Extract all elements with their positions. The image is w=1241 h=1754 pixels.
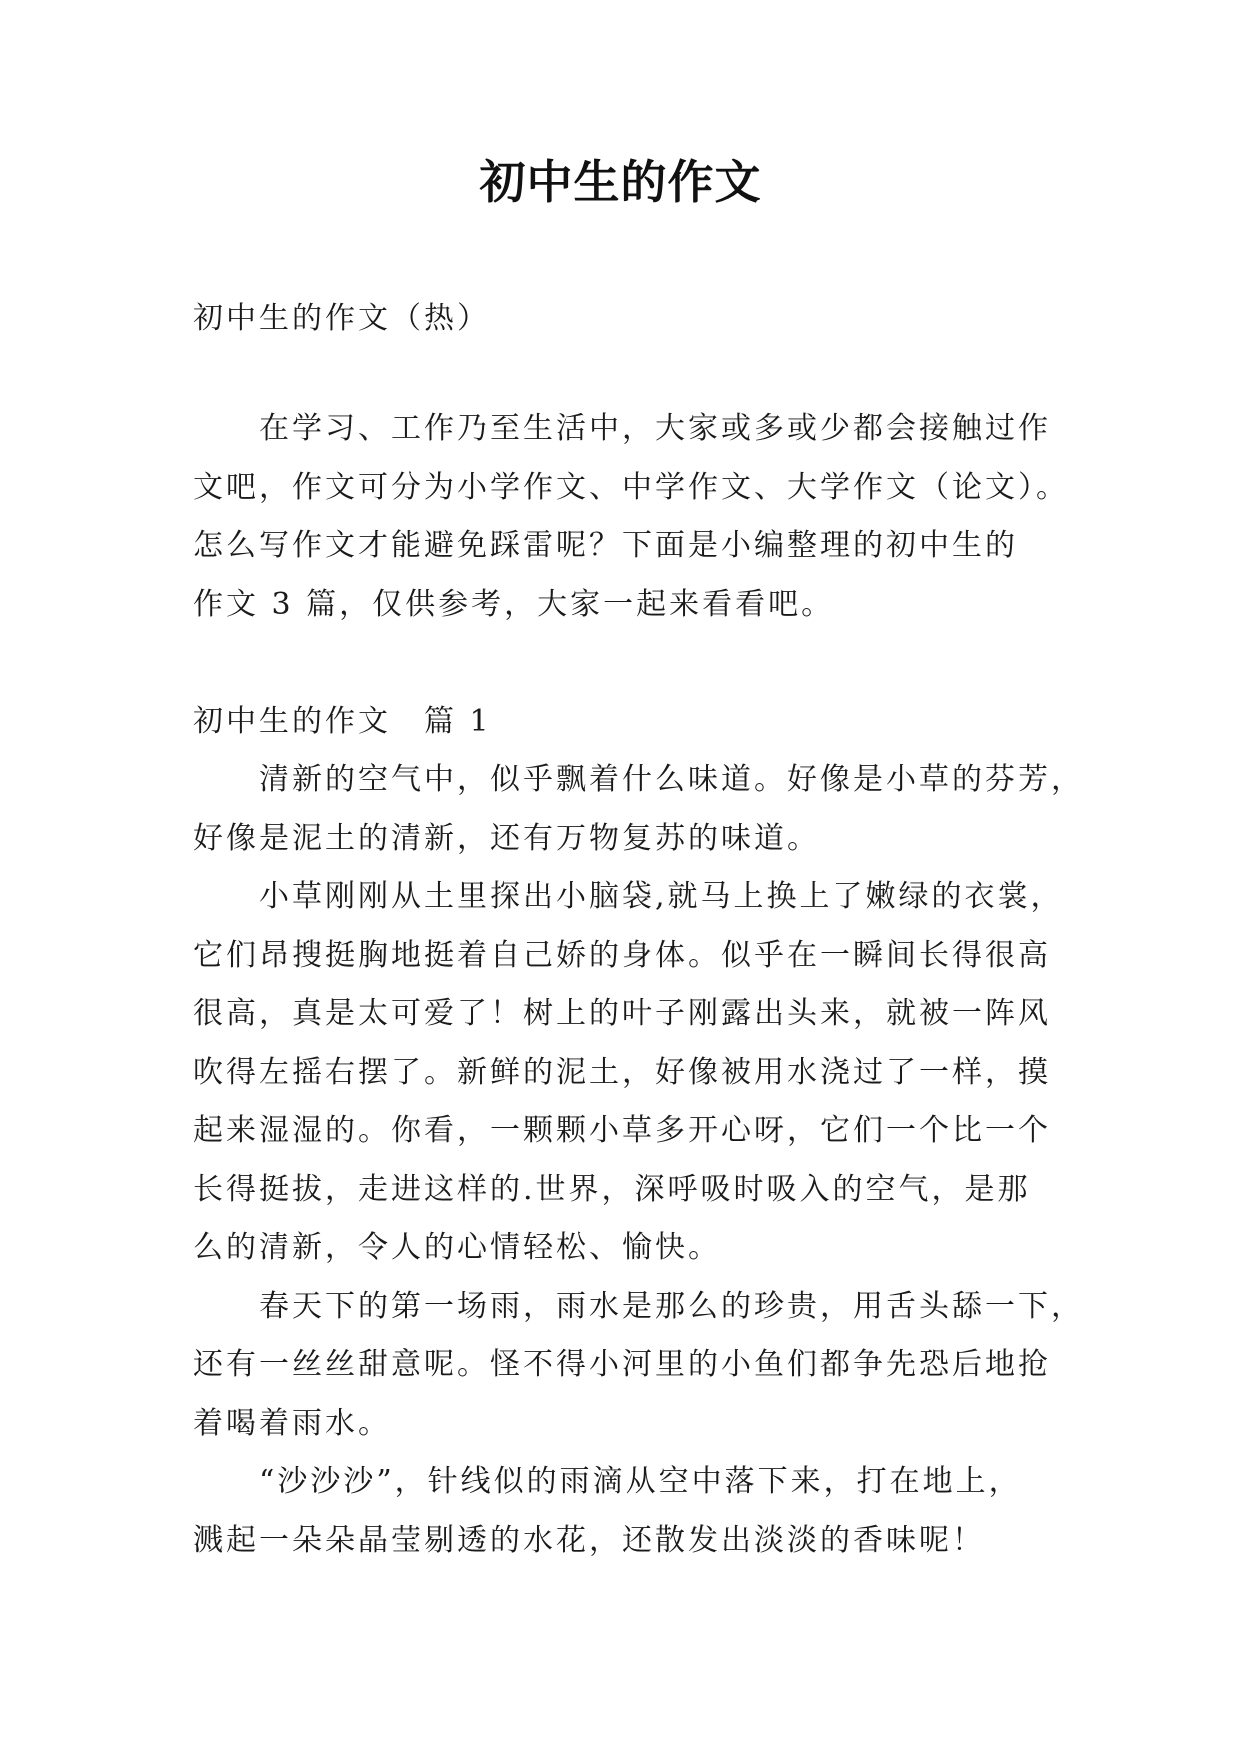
document-subtitle: 初中生的作文（热） [193,301,490,336]
essay-line: 它们昂搜挺胸地挺着自己娇的身体。似乎在一瞬间长得很高 [193,937,1051,973]
intro-line: 作文 3 篇，仅供参考，大家一起来看看吧。 [193,586,835,622]
essay-line: 溅起一朵朵晶莹剔透的水花，还散发出淡淡的香味呢！ [193,1522,985,1558]
intro-line: 怎么写作文才能避免踩雷呢？下面是小编整理的初中生的 [193,528,1018,563]
essay-line: 起来湿湿的。你看，一颗颗小草多开心呀，它们一个比一个 [193,1113,1051,1148]
essay-line: 吹得左摇右摆了。新鲜的泥土，好像被用水浇过了一样，摸 [193,1054,1051,1090]
essay-line: 春天下的第一场雨，雨水是那么的珍贵，用舌头舔一下， [193,1288,1084,1324]
intro-paragraph [193,400,1073,634]
intro-line: 文吧，作文可分为小学作文、中学作文、大学作文（论文）。 [193,469,1069,505]
essay-line: 么的清新，令人的心情轻松、愉快。 [193,1230,721,1265]
intro-line: 在学习、工作乃至生活中，大家或多或少都会接触过作 [193,411,1051,446]
section-heading: 初中生的作文 篇 1 [193,704,492,739]
essay-line: 好像是泥土的清新，还有万物复苏的味道。 [193,820,820,856]
essay-line: 还有一丝丝甜意呢。怪不得小河里的小鱼们都争先恐后地抢 [193,1347,1051,1382]
essay-line: “沙沙沙”，针线似的雨滴从空中落下来，打在地上， [193,1464,1022,1499]
essay-line: 小草刚刚从土里探出小脑袋,就马上换上了嫩绿的衣裳， [193,879,1064,914]
essay-line: 着喝着雨水。 [193,1405,391,1441]
essay-line: 长得挺拔，走进这样的.世界，深呼吸时吸入的空气，是那 [193,1171,1031,1207]
essay-line: 很高，真是太可爱了！树上的叶子刚露出头来，就被一阵风 [193,996,1051,1031]
essay-line: 清新的空气中，似乎飘着什么味道。好像是小草的芬芳， [193,762,1084,797]
essay-body [193,751,1084,1570]
document-title: 初中生的作文 [479,155,762,209]
